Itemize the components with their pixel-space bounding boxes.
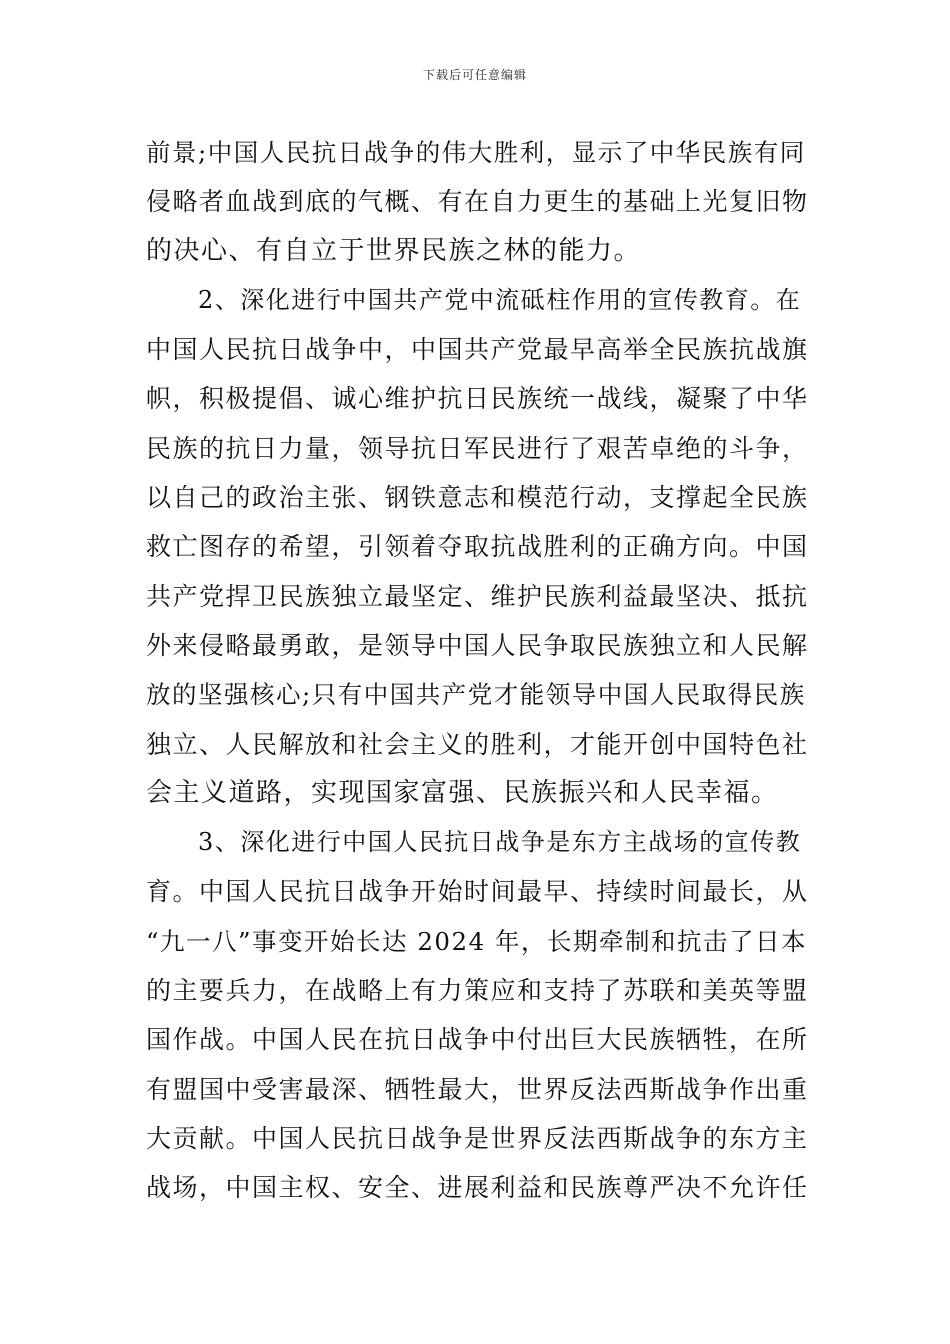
text-line: 放的坚强核心;只有中国共产党才能领导中国人民取得民族 xyxy=(146,680,806,710)
text-line: 3、深化进行中国人民抗日战争是东方主战场的宣传教 xyxy=(198,828,802,857)
text-line: 2、深化进行中国共产党中流砥柱作用的宣传教育。在 xyxy=(198,285,802,314)
text-line: 独立、人民解放和社会主义的胜利，才能开创中国特色社 xyxy=(146,729,809,759)
text-line: 会主义道路，实现国家富强、民族振兴和人民幸福。 xyxy=(146,777,779,808)
text-line: 以自己的政治主张、钢铁意志和模范行动，支撑起全民族 xyxy=(146,483,809,513)
text-line: 外来侵略最勇敢，是领导中国人民争取民族独立和人民解 xyxy=(146,630,809,660)
text-line: 育。中国人民抗日战争开始时间最早、持续时间最长，从 xyxy=(146,877,809,907)
text-line: 前景;中国人民抗日战争的伟大胜利，显示了中华民族有同 xyxy=(146,138,806,167)
text-line: 救亡图存的希望，引领着夺取抗战胜利的正确方向。中国 xyxy=(146,532,809,562)
text-line: 帜，积极提倡、诚心维护抗日民族统一战线，凝聚了中华 xyxy=(146,384,809,414)
text-line: 的决心、有自立于世界民族之林的能力。 xyxy=(146,235,642,266)
body-text xyxy=(146,128,810,1213)
text-line: 大贡献。中国人民抗日战争是世界反法西斯战争的东方主 xyxy=(146,1123,809,1153)
text-line: 战场，中国主权、安全、进展利益和民族尊严决不允许任 xyxy=(146,1173,809,1203)
page-header: 下载后可任意编辑 xyxy=(422,68,527,82)
text-line: 民族的抗日力量，领导抗日军民进行了艰苦卓绝的斗争， xyxy=(146,433,809,463)
text-line: 有盟国中受害最深、牺牲最大，世界反法西斯战争作出重 xyxy=(146,1074,809,1104)
text-line: 中国人民抗日战争中，中国共产党最早高举全民族抗战旗 xyxy=(146,335,809,365)
text-line: 共产党捍卫民族独立最坚定、维护民族利益最坚决、抵抗 xyxy=(146,581,809,611)
text-line: “九一八”事变开始长达 2024 年，长期牵制和抗击了日本 xyxy=(146,926,807,956)
text-line: 侵略者血战到底的气概、有在自力更生的基础上光复旧物 xyxy=(146,187,809,217)
text-line: 国作战。中国人民在抗日战争中付出巨大民族牺牲，在所 xyxy=(146,1025,809,1055)
text-line: 的主要兵力，在战略上有力策应和支持了苏联和美英等盟 xyxy=(146,976,809,1006)
